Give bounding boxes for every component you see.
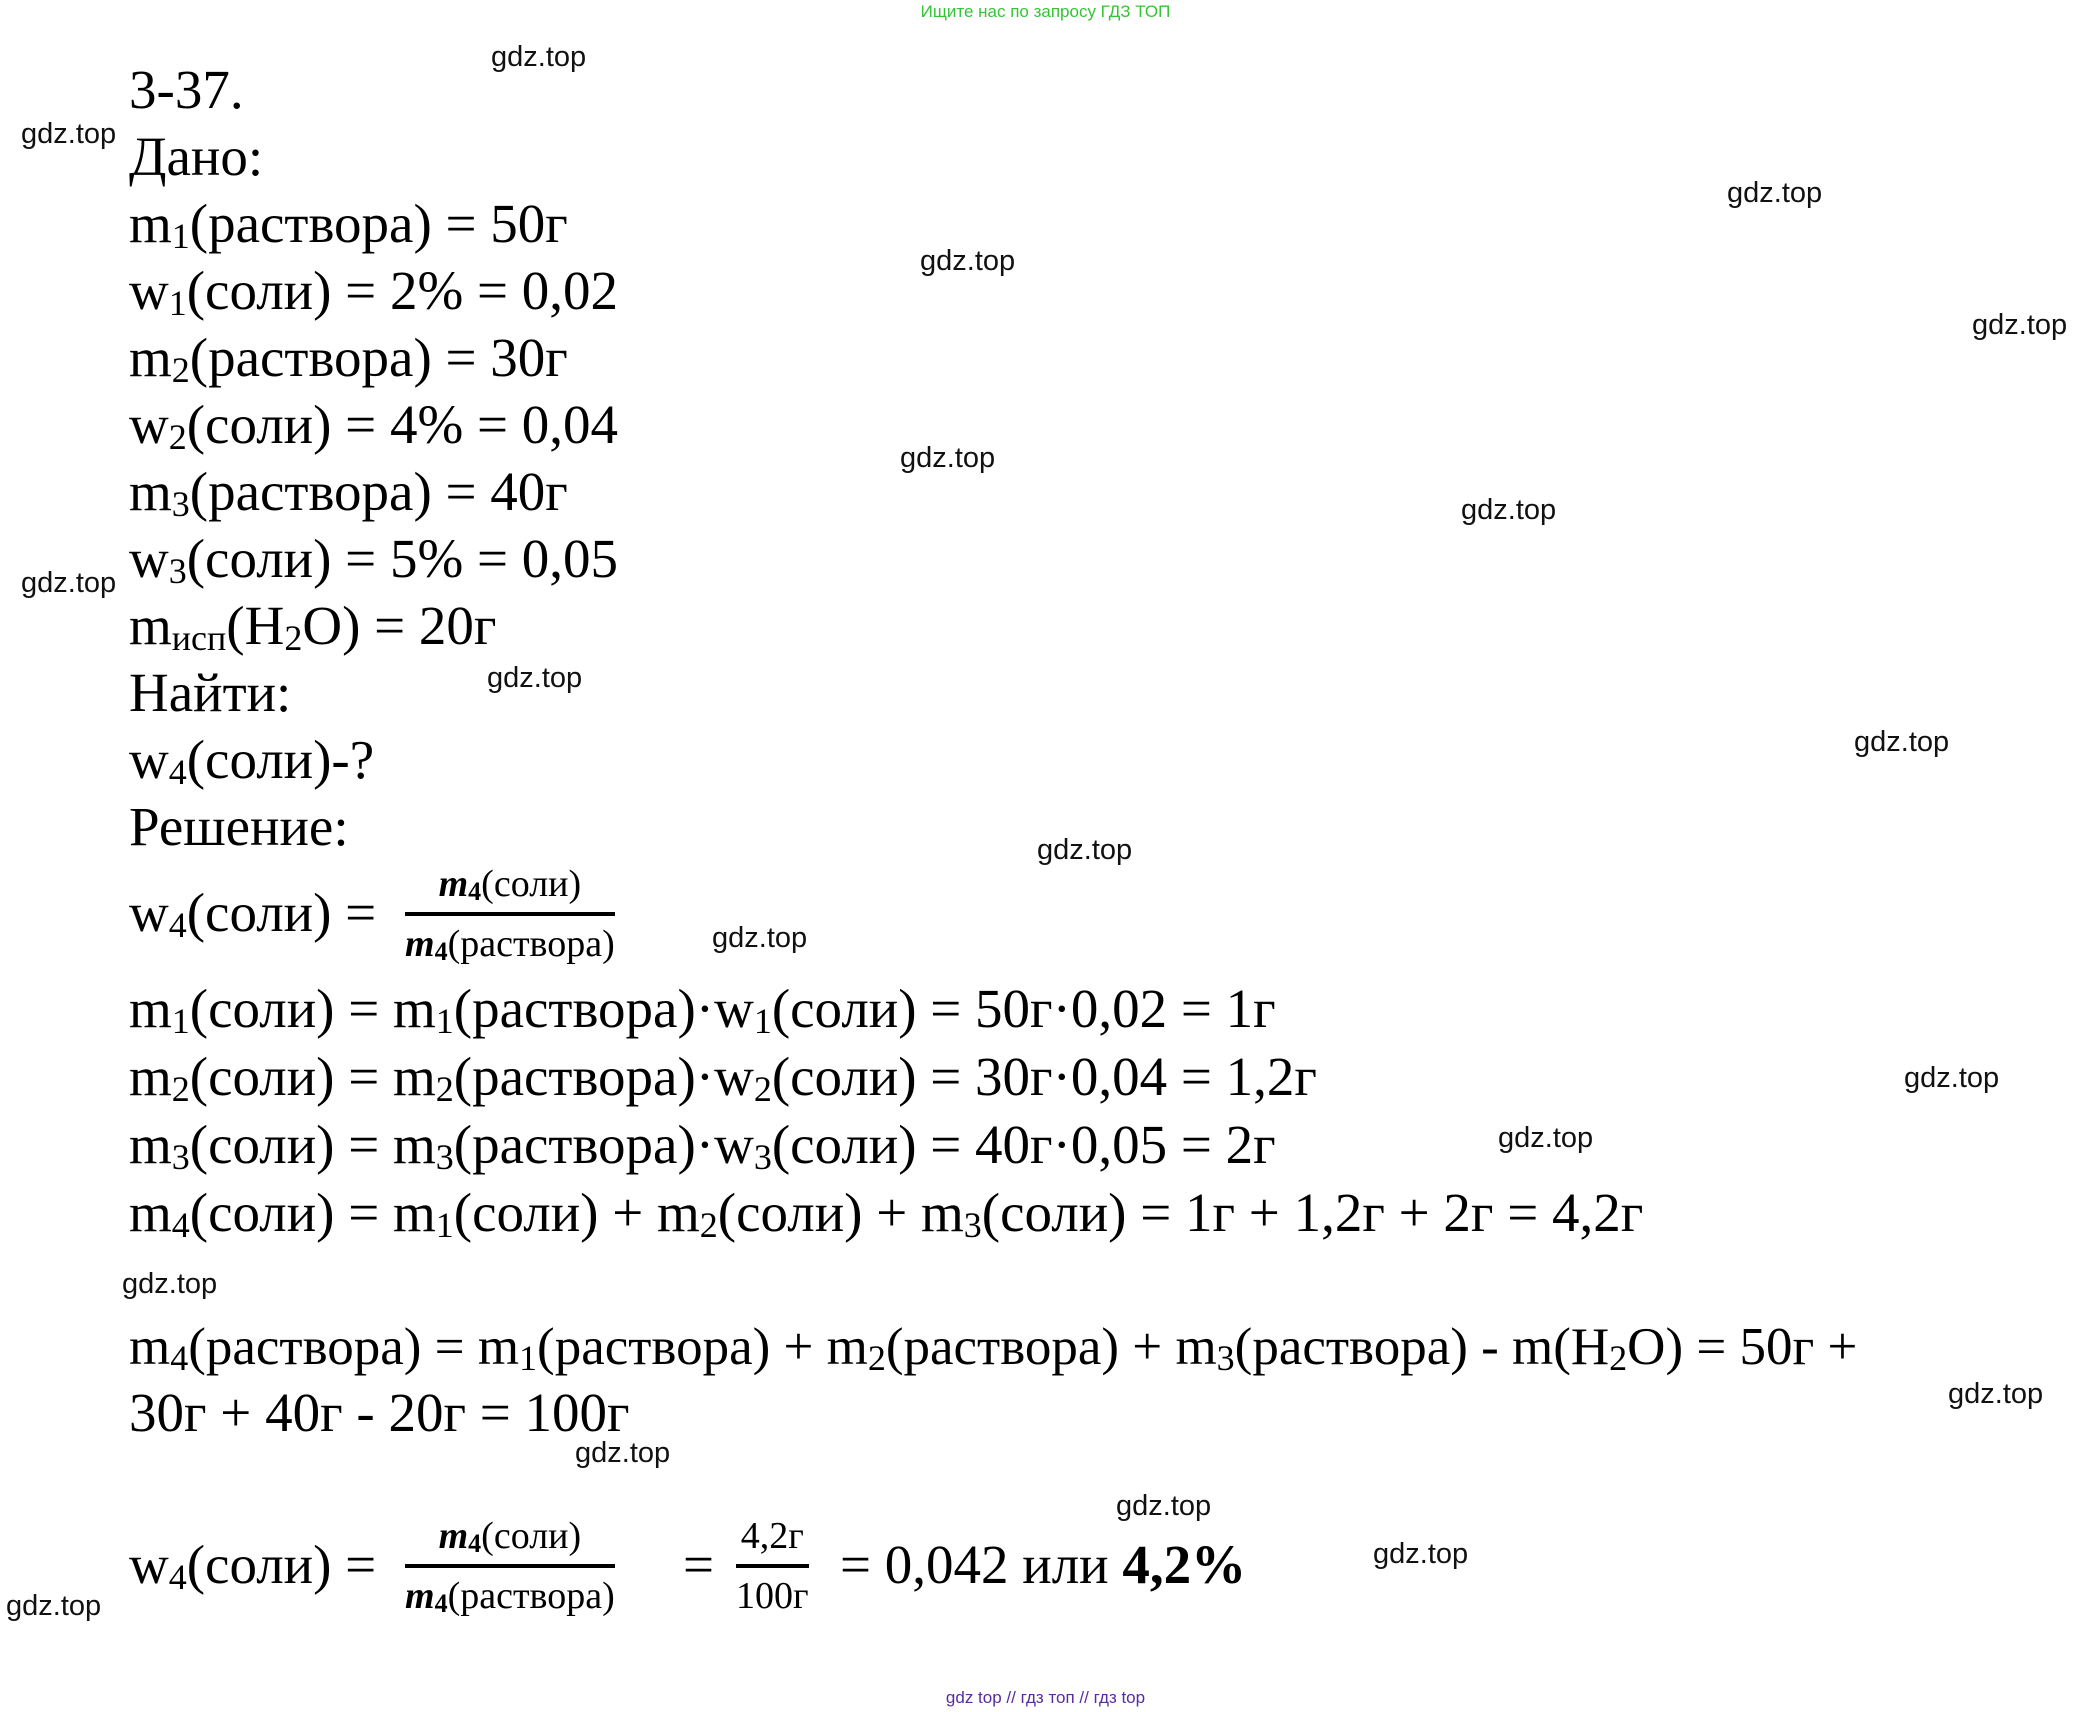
watermark: gdz.top <box>1948 1378 2044 1410</box>
given-line: $w_2(соли) = 4\% = 0,04$ <box>129 394 619 457</box>
fraction-numerator: 4,2г <box>736 1510 809 1568</box>
watermark: gdz.top <box>6 1590 102 1622</box>
step-m4-solution-cont: 30г + 40г - 20г = 100г <box>129 1382 630 1443</box>
solution-label: Решение: <box>129 796 349 857</box>
watermark: gdz.top <box>122 1268 218 1300</box>
given-line: $m_{исп}(H_2O) = 20г$ <box>129 595 497 658</box>
watermark: gdz.top <box>21 118 117 150</box>
given-label: Дано: <box>129 126 264 187</box>
watermark: gdz.top <box>920 245 1016 277</box>
fraction-numerator: $m_4(соли)$ <box>405 1510 615 1568</box>
watermark: gdz.top <box>1461 494 1557 526</box>
formula-lhs: $w_4(соли)$ = <box>129 882 377 945</box>
step-m3-salt: $m_3(соли)$ = $m_3(раствора)\cdot w_3(соли) = 40г\cdot 0,05 = 2г$ <box>129 1114 1276 1177</box>
final-numeric-fraction <box>736 1510 809 1622</box>
fraction-numerator: $m_4(соли)$ <box>405 858 615 916</box>
given-line: $m_1(раствора) = 50г$ <box>129 193 568 256</box>
find-line: $w_4(соли)-$? <box>129 729 375 792</box>
watermark: gdz.top <box>1854 726 1950 758</box>
watermark: gdz.top <box>491 41 587 73</box>
watermark: gdz.top <box>575 1437 671 1469</box>
fraction-denominator: 100г <box>736 1575 809 1617</box>
watermark: gdz.top <box>900 442 996 474</box>
watermark: gdz.top <box>1373 1538 1469 1570</box>
problem-number: 3-37. <box>129 59 244 120</box>
fraction-denominator: $m_4(раствора)$ <box>405 923 615 966</box>
watermark: gdz.top <box>712 922 808 954</box>
find-label: Найти: <box>129 662 292 723</box>
step-m4-solution: $m_4(раствора)$ = $m_1(раствора)$ + $m_2(раствора)$ + $m_3(раствора) - m(H_2O) = 50г$ + <box>129 1318 1858 1378</box>
given-line: $w_1(соли) = 2\% = 0,02$ <box>129 260 619 323</box>
watermark: gdz.top <box>1904 1062 2000 1094</box>
header-search-link[interactable]: Ищите нас по запросу ГДЗ ТОП <box>920 2 1171 21</box>
final-equals: = <box>683 1534 715 1595</box>
step-m1-salt: $m_1(соли)$ = $m_1(раствора)\cdot w_1(соли) = 50г\cdot 0,02 = 1г$ <box>129 978 1276 1041</box>
step-m4-salt: $m_4(соли)$ = $m_1(соли)$ + $m_2(соли)$ + $m_3(соли) = 1г + 1,2г + 2г = 4,2г$ <box>129 1182 1644 1245</box>
given-line: $m_2(раствора) = 30г$ <box>129 327 568 390</box>
final-lhs: $w_4(соли)$ = <box>129 1534 377 1597</box>
watermark: gdz.top <box>1498 1122 1594 1154</box>
watermark: gdz.top <box>1116 1490 1212 1522</box>
given-line: $m_3(раствора) = 40г$ <box>129 461 568 524</box>
final-result: = 0,042 или 4,2% <box>840 1534 1247 1595</box>
step-m2-salt: $m_2(соли)$ = $m_2(раствора)\cdot w_2(соли) = 30г\cdot 0,04 = 1,2г$ <box>129 1046 1317 1109</box>
final-answer: 4,2% <box>1122 1534 1247 1595</box>
watermark: gdz.top <box>21 567 117 599</box>
formula-fraction <box>405 858 615 970</box>
watermark: gdz.top <box>1727 177 1823 209</box>
watermark: gdz.top <box>487 662 583 694</box>
footer-links[interactable]: gdz top // гдз топ // гдз top <box>945 1688 1146 1707</box>
watermark: gdz.top <box>1037 834 1133 866</box>
watermark: gdz.top <box>1972 309 2068 341</box>
fraction-denominator: $m_4(раствора)$ <box>405 1575 615 1618</box>
given-line: $w_3(соли) = 5\% = 0,05$ <box>129 528 619 591</box>
final-fraction <box>405 1510 615 1622</box>
